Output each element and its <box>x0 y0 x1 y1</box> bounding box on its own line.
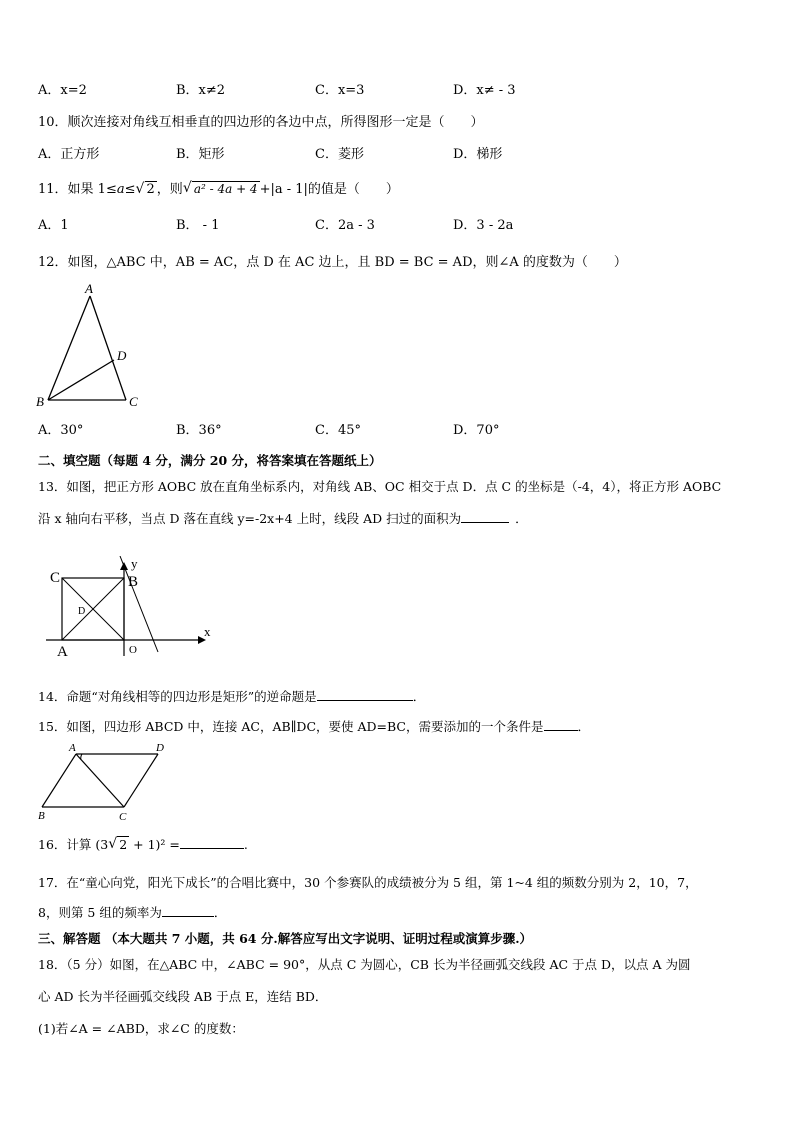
q11-sqrt2: √ 2 <box>135 181 155 197</box>
q11-var-a: a <box>116 182 125 197</box>
q11-option-d: D．3 - 2a <box>453 218 514 233</box>
q9-option-b: B．x≠2 <box>176 83 226 98</box>
radical-icon: √ <box>108 836 118 852</box>
radical-icon: √ <box>182 180 192 196</box>
q17-line-1: 17．在“童心向党，阳光下成长”的合唱比赛中，30 个参赛队的成绩被分为 5 组，第 1~4 组的频数分别为 2，10，7， <box>38 875 698 890</box>
q13-figure-coordinate-square <box>40 556 230 660</box>
q11-radical: √ a² - 4a + 4 <box>182 180 258 196</box>
section-3-title: 三、解答题 （本大题共 7 小题，共 64 分.解答应写出文字说明、证明过程或演算步骤.） <box>38 931 533 946</box>
q18-line-3: (1)若∠A = ∠ABD，求∠C 的度数： <box>38 1021 244 1036</box>
q15-answer-blank[interactable] <box>544 718 578 731</box>
q11-stem-mid: ，则 <box>156 182 183 197</box>
q10-option-d: D．梯形 <box>453 147 503 162</box>
q13-line-1: 13．如图，把正方形 AOBC 放在直角坐标系内，对角线 AB、OC 相交于点 D．点 C 的坐标是（-4，4），将正方形 AOBC <box>38 479 722 494</box>
q10-option-b: B．矩形 <box>176 147 225 162</box>
q11-stem-tail: +|a - 1|的值是（ ） <box>259 182 399 197</box>
q11-stem-prefix: 11．如果 1≤ <box>38 182 117 197</box>
q13-label-a: A <box>57 644 68 660</box>
q16-stem: 16．计算 (3 √ 2 + 1)² = . <box>38 836 248 852</box>
q13-label-y: y <box>131 556 138 571</box>
q15-label-c: C <box>119 811 127 823</box>
q9-option-d: D．x≠ - 3 <box>453 83 516 98</box>
q12-option-a: A．30° <box>38 423 84 438</box>
q9-option-c: C．x=3 <box>315 83 365 98</box>
q11-le: ≤ <box>124 182 136 197</box>
q17-line-2: 8，则第 5 组的频率为 ． <box>38 905 227 920</box>
q13-label-o: O <box>129 644 137 656</box>
q12-option-c: C．45° <box>315 423 361 438</box>
q11-option-a: A．1 <box>38 218 69 233</box>
q13-answer-blank[interactable] <box>461 510 509 523</box>
q10-stem: 10．顺次连接对角线互相垂直的四边形的各边中点，所得图形一定是（ ） <box>38 115 484 130</box>
q12-option-b: B．36° <box>176 423 222 438</box>
q9-option-a: A．x=2 <box>38 83 87 98</box>
radical-icon: √ <box>135 181 145 197</box>
q15-figure-quadrilateral <box>34 740 194 826</box>
q12-label-a: A <box>85 281 93 296</box>
q15-stem: 15．如图，四边形 ABCD 中，连接 AC，AB∥DC，要使 AD=BC，需要添加的一个条件是 ． <box>38 719 591 734</box>
q14-stem: 14．命题“对角线相等的四边形是矩形”的逆命题是 ． <box>38 689 426 704</box>
q12-option-d: D．70° <box>453 423 500 438</box>
q16-sqrt: √ 2 <box>108 836 128 852</box>
q11-option-b: B． - 1 <box>176 218 220 233</box>
q13-line-2: 沿 x 轴向右平移，当点 D 落在直线 y=-2x+4 上时，线段 AD 扫过的面积为 ． <box>38 511 528 526</box>
q13-label-b: B <box>128 574 139 590</box>
q10-option-c: C．菱形 <box>315 147 364 162</box>
q12-stem: 12．如图，△ABC 中，AB = AC，点 D 在 AC 边上，且 BD = BC = AD，则∠A 的度数为（ ） <box>38 255 627 270</box>
q18-line-2: 心 AD 长为半径画弧交线段 AB 于点 E，连结 BD． <box>38 989 328 1004</box>
q14-answer-blank[interactable] <box>317 688 413 701</box>
q11-option-c: C．2a - 3 <box>315 218 375 233</box>
q13-label-d: D <box>78 606 86 617</box>
q10-option-a: A．正方形 <box>38 147 100 162</box>
q12-label-d: D <box>117 348 127 363</box>
q13-label-x: x <box>204 624 211 639</box>
q12-figure-triangle <box>30 280 150 412</box>
q12-label-b: B <box>36 394 44 409</box>
q11-stem <box>38 180 399 199</box>
q12-label-c: C <box>129 394 138 409</box>
q15-label-a: A <box>69 742 76 754</box>
q13-label-c: C <box>50 570 61 586</box>
q17-answer-blank[interactable] <box>162 904 214 917</box>
q15-label-b: B <box>38 810 45 822</box>
q16-answer-blank[interactable] <box>180 836 244 849</box>
q18-line-1: 18．（5 分）如图，在△ABC 中，∠ABC = 90°，从点 C 为圆心，CB 长为半径画弧交线段 AC 于点 D，以点 A 为圆 <box>38 957 691 972</box>
q15-label-d: D <box>156 742 164 754</box>
section-2-title: 二、填空题（每题 4 分，满分 20 分，将答案填在答题纸上） <box>38 453 382 468</box>
